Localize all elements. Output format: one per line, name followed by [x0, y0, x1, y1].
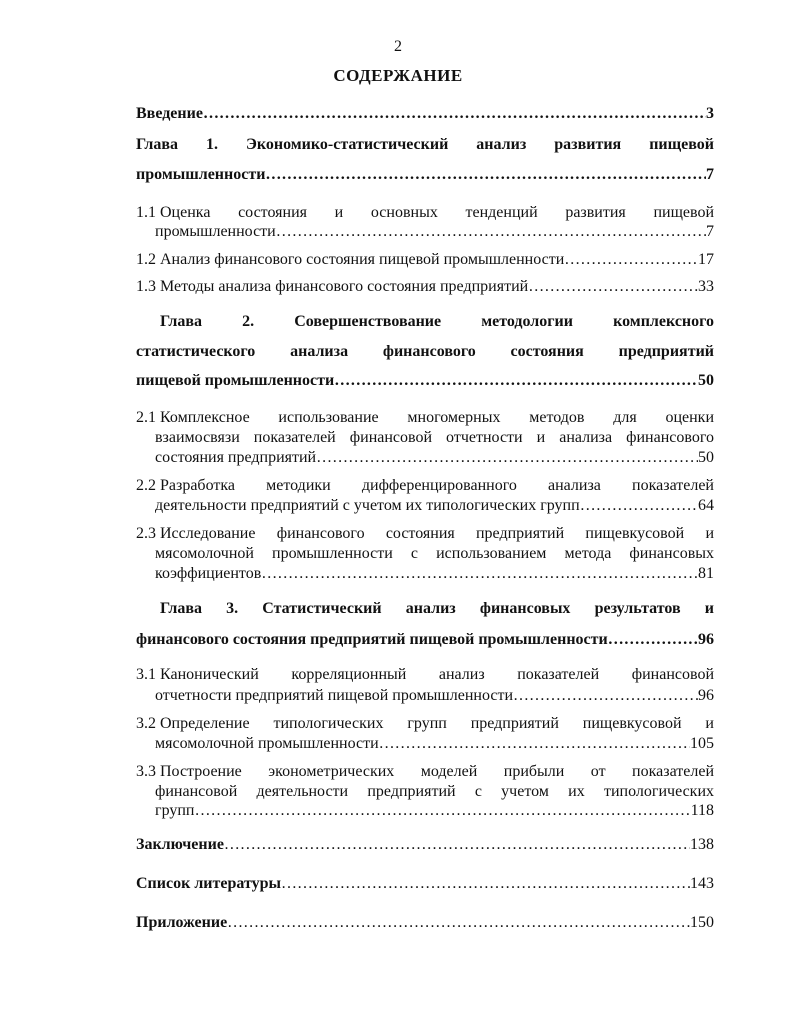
toc-intro-page: 3 [706, 105, 714, 122]
toc-chapter-1-title-end: промышленности [136, 166, 266, 183]
toc-intro-label: Введение [136, 105, 203, 122]
toc-section-3-1-line1: Канонический корреляционный анализ показателей финансовой [160, 666, 714, 683]
toc-section-3-3-line3 [155, 801, 714, 821]
toc-chapter-1-title-line1: Глава 1. Экономико-статистический анализ развития пищевой [136, 136, 714, 153]
toc-section-3-2-line2 [155, 734, 714, 754]
toc-section-3-2-page: 105 [690, 735, 714, 752]
toc-section-2-3-line3 [155, 564, 714, 584]
toc-section-3-2-num: 3.2 [136, 715, 156, 732]
toc-section-1-1-num: 1.1 [136, 204, 156, 221]
toc-conclusion-label: Заключение [136, 836, 224, 853]
toc-chapter-2-title-end: пищевой промышленности [136, 372, 335, 389]
toc-section-3-3-line1: Построение эконометрических моделей прибыли от показателей [160, 763, 714, 780]
toc-chapter-3-title-end: финансового состояния предприятий пищевой промышленности [136, 631, 608, 648]
toc-section-3-1-num: 3.1 [136, 666, 156, 683]
toc-chapter-1-title-line2 [136, 165, 714, 185]
toc-section-1-1-page: 7 [706, 223, 714, 240]
toc-section-3-2-line1: Определение типологических групп предприятий пищевкусовой и [160, 715, 714, 732]
toc-appendix-label: Приложение [136, 914, 228, 931]
toc-section-1-2-num: 1.2 [136, 251, 156, 268]
toc-section-1-3-line [160, 277, 714, 297]
toc-section-2-3-line1: Исследование финансового состояния предприятий пищевкусовой и [160, 525, 714, 542]
toc-entry-intro [136, 104, 714, 124]
toc-chapter-3-title-line2 [136, 630, 714, 650]
page-title: СОДЕРЖАНИЕ [333, 66, 463, 85]
page-number: 2 [394, 38, 402, 55]
toc-section-2-3-page: 81 [698, 565, 714, 582]
toc-references-page: 143 [690, 875, 714, 892]
toc-section-2-3-line2: мясомолочной промышленности с использованием метода финансовых [155, 545, 714, 562]
toc-section-1-3-page: 33 [698, 278, 714, 295]
toc-section-3-3-line2: финансовой деятельности предприятий с учетом их типологических [155, 783, 714, 800]
toc-section-2-3-num: 2.3 [136, 525, 156, 542]
toc-appendix-page: 150 [690, 914, 714, 931]
toc-section-1-1-line1: Оценка состояния и основных тенденций развития пищевой [160, 204, 714, 221]
toc-entry-appendix [136, 913, 714, 933]
toc-section-3-1-page: 96 [698, 687, 714, 704]
toc-section-2-2-page: 64 [698, 497, 714, 514]
toc-section-2-1-line2: взаимосвязи показателей финансовой отчетности и анализа финансового [155, 429, 714, 446]
toc-chapter-1-page: 7 [706, 166, 714, 183]
toc-chapter-2-title-line1: Глава 2. Совершенствование методологии комплексного [160, 313, 714, 330]
toc-section-3-3-num: 3.3 [136, 763, 156, 780]
toc-section-2-1-end: состояния предприятий [155, 449, 317, 466]
toc-entry-references [136, 874, 714, 894]
toc-section-2-1-line1: Комплексное использование многомерных методов для оценки [160, 409, 714, 426]
toc-section-2-2-line2 [155, 496, 714, 516]
toc-chapter-3-title-line1: Глава 3. Статистический анализ финансовых результатов и [160, 600, 714, 617]
toc-section-3-1-end: отчетности предприятий пищевой промышленности [155, 687, 514, 704]
toc-conclusion-page: 138 [690, 836, 714, 853]
toc-section-2-1-page: 50 [698, 449, 714, 466]
toc-section-2-2-num: 2.2 [136, 477, 156, 494]
toc-section-2-1-line3 [155, 448, 714, 468]
toc-section-3-2-end: мясомолочной промышленности [155, 735, 379, 752]
toc-section-1-2-text: Анализ финансового состояния пищевой промышленности [160, 251, 565, 268]
toc-entry-conclusion [136, 835, 714, 855]
toc-section-3-3-page: 118 [690, 802, 714, 819]
toc-section-1-2-page: 17 [698, 251, 714, 268]
toc-references-label: Список литературы [136, 875, 281, 892]
toc-section-1-1-end: промышленности [155, 223, 276, 240]
toc-section-2-2-line1: Разработка методики дифференцированного анализа показателей [160, 477, 714, 494]
toc-chapter-2-title-line2: статистического анализа финансового состояния предприятий [136, 343, 714, 360]
toc-section-3-3-end: групп [155, 802, 195, 819]
toc-section-3-1-line2 [155, 686, 714, 706]
toc-chapter-2-title-line3 [136, 371, 714, 391]
toc-section-1-2-line [160, 250, 714, 270]
toc-section-2-2-end: деятельности предприятий с учетом их типологических групп [155, 497, 580, 514]
toc-section-1-1-line2 [155, 222, 714, 242]
toc-chapter-3-page: 96 [698, 631, 714, 648]
toc-chapter-2-page: 50 [698, 372, 714, 389]
toc-section-1-3-num: 1.3 [136, 278, 156, 295]
toc-section-2-3-end: коэффициентов [155, 565, 262, 582]
toc-section-1-3-text: Методы анализа финансового состояния предприятий [160, 278, 529, 295]
toc-section-2-1-num: 2.1 [136, 409, 156, 426]
